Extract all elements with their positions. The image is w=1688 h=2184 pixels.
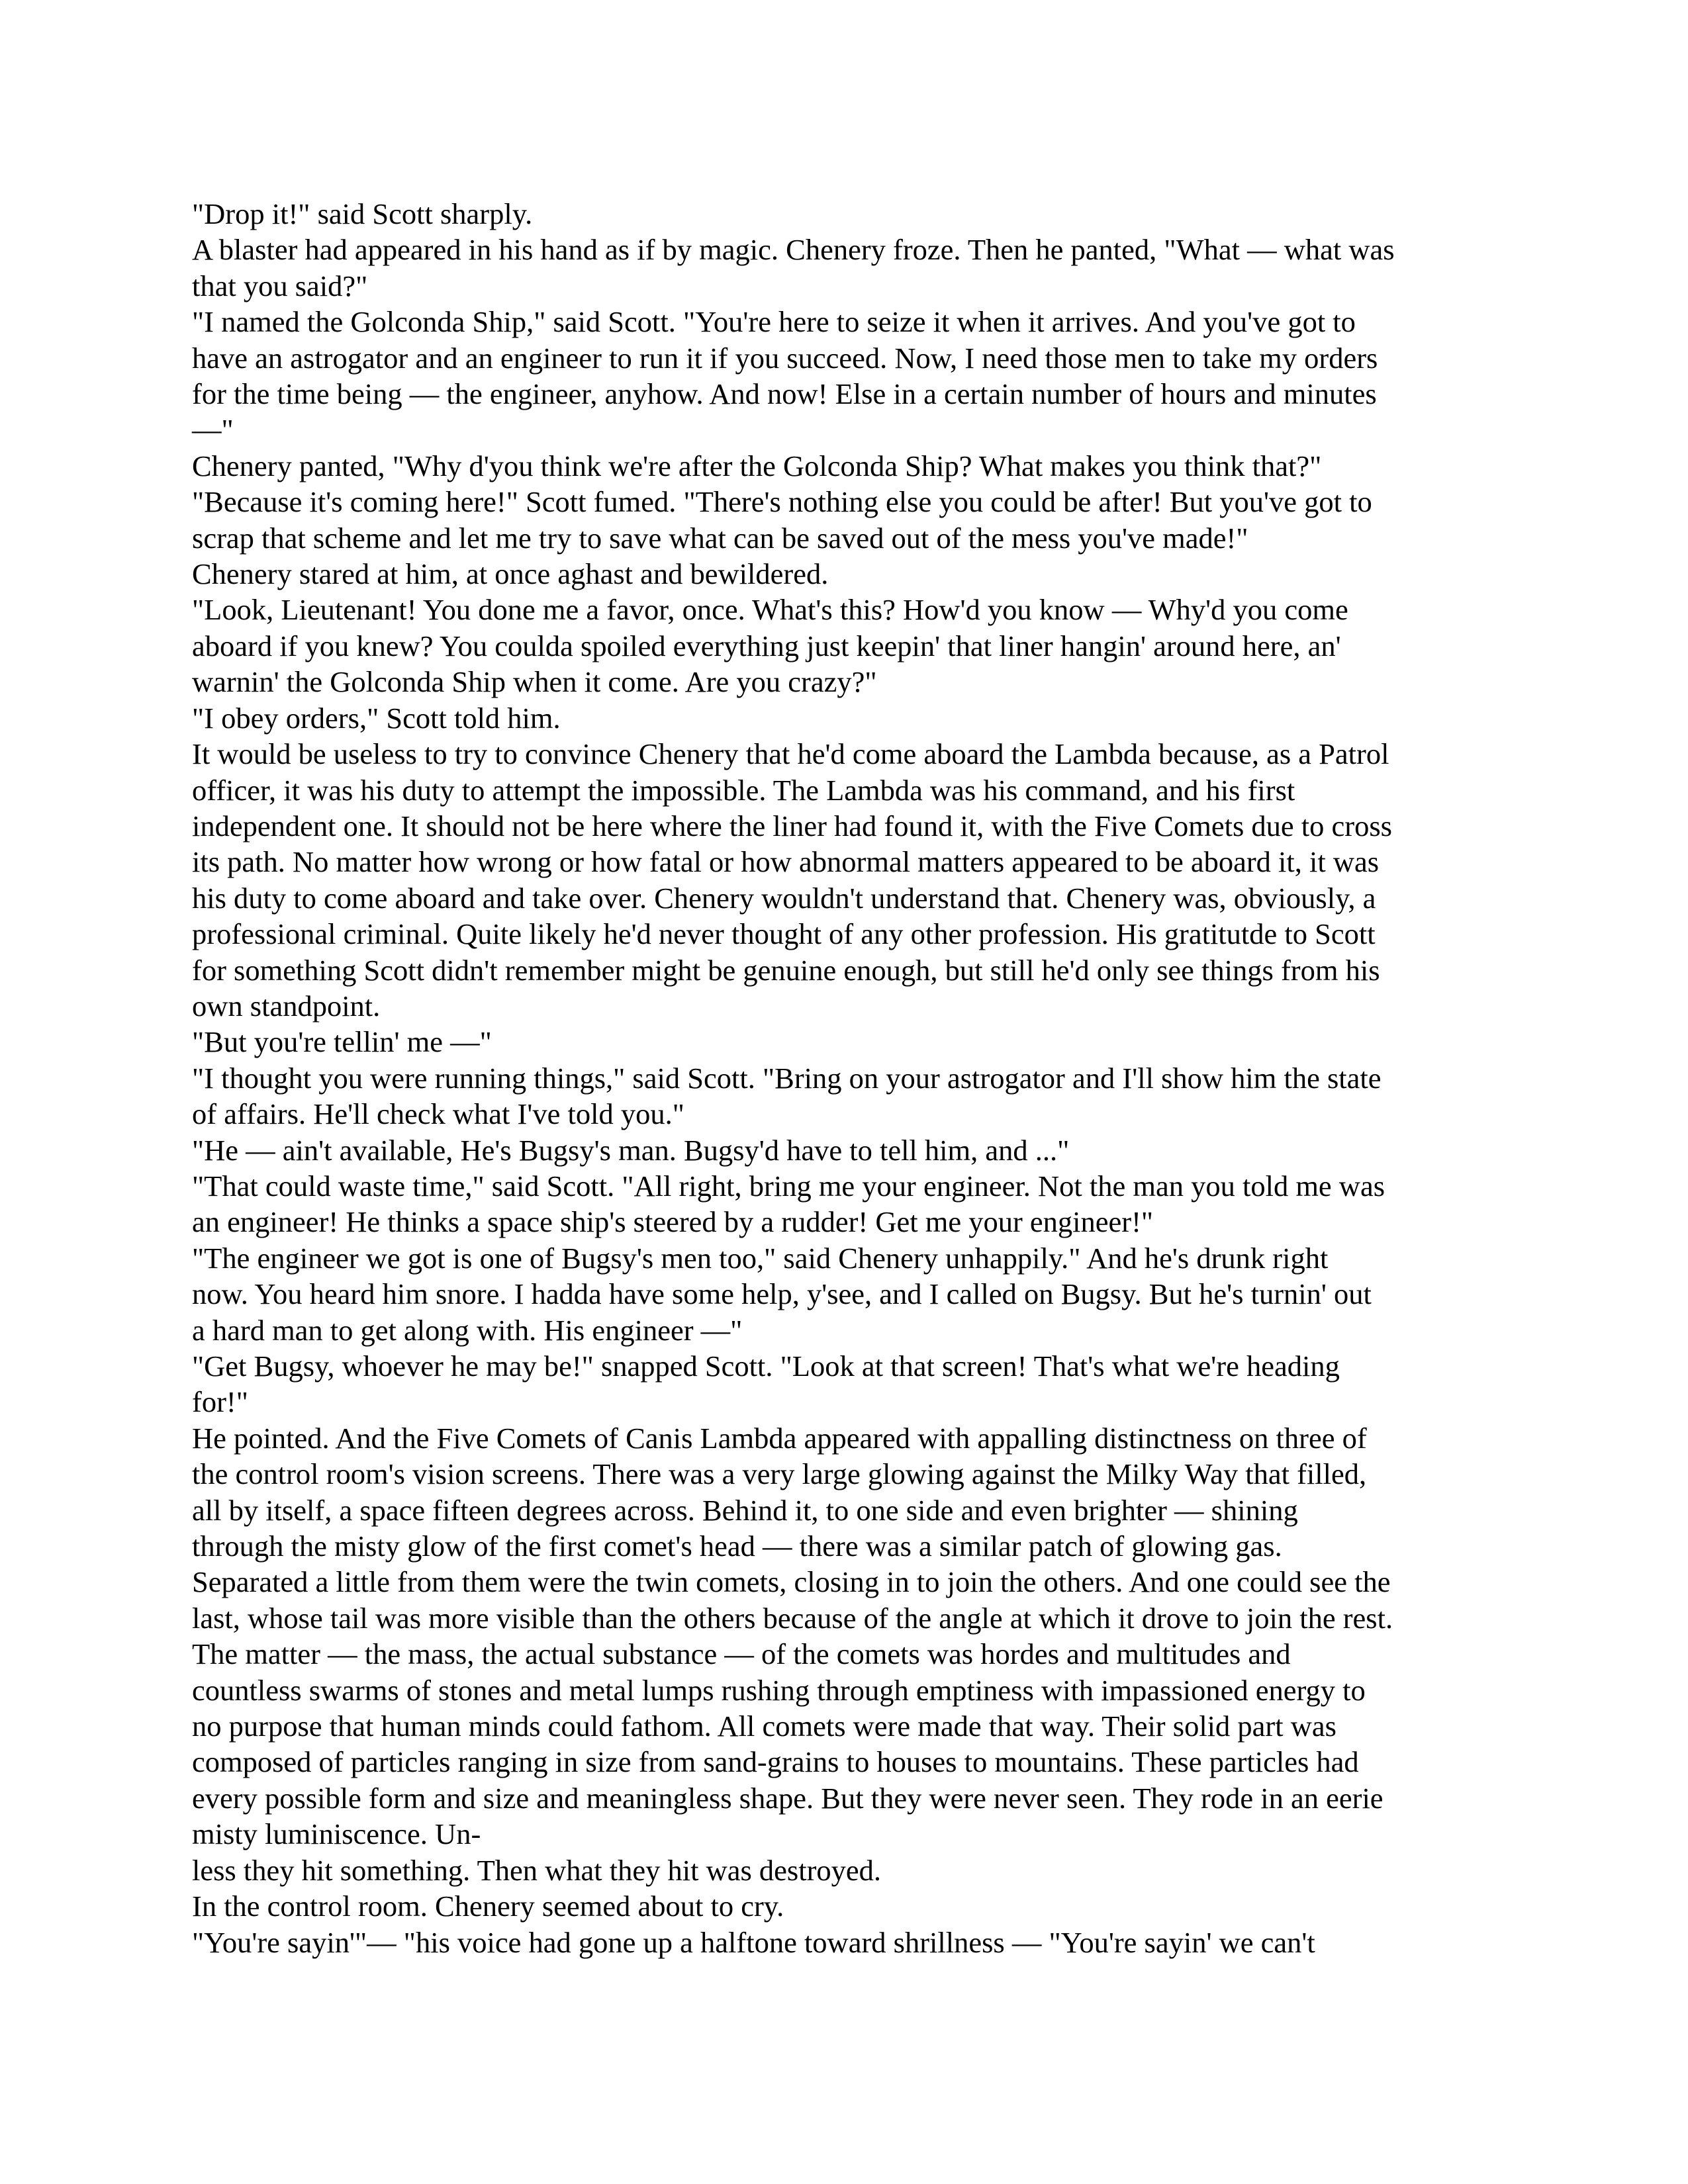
text-line: "I obey orders," Scott told him. — [192, 701, 561, 735]
paragraph — [192, 1420, 1503, 1852]
paragraph — [192, 232, 1503, 304]
paragraph — [192, 196, 1503, 232]
paragraph — [192, 1024, 1503, 1060]
text-line: no purpose that human minds could fathom. All comets were made that way. Their solid part was — [192, 1709, 1336, 1743]
text-line: have an astrogator and an engineer to run it if you succeed. Now, I need those men to take my orders — [192, 341, 1378, 375]
text-line: It would be useless to try to convince Chenery that he'd come aboard the Lambda because, as a Patrol — [192, 737, 1389, 771]
text-line: for the time being — the engineer, anyhow. And now! Else in a certain number of hours and minutes — [192, 377, 1377, 411]
paragraph — [192, 1852, 1503, 1888]
page-body — [192, 196, 1503, 1960]
paragraph — [192, 1348, 1503, 1420]
text-line: "Because it's coming here!" Scott fumed. "There's nothing else you could be after! But you've got to — [192, 485, 1372, 519]
paragraph — [192, 1925, 1503, 1960]
paragraph — [192, 448, 1503, 484]
paragraph — [192, 556, 1503, 592]
text-line: "But you're tellin' me —" — [192, 1025, 492, 1059]
text-line: all by itself, a space fifteen degrees across. Behind it, to one side and even brighter — shining — [192, 1493, 1298, 1527]
text-line: aboard if you knew? You coulda spoiled everything just keepin' that liner hangin' around here, an' — [192, 629, 1341, 662]
text-line: his duty to come aboard and take over. Chenery wouldn't understand that. Chenery was, obviously, a — [192, 881, 1376, 915]
text-line: misty luminiscence. Un- — [192, 1817, 481, 1851]
text-line: through the misty glow of the first comet's head — there was a similar patch of glowing gas. — [192, 1529, 1282, 1563]
text-line: "That could waste time," said Scott. "All right, bring me your engineer. Not the man you told me was — [192, 1169, 1385, 1203]
text-line: of affairs. He'll check what I've told you." — [192, 1097, 684, 1131]
text-line: independent one. It should not be here where the liner had found it, with the Five Comets due to cross — [192, 809, 1392, 842]
text-line: A blaster had appeared in his hand as if by magic. Chenery froze. Then he panted, "What — what was — [192, 233, 1395, 267]
text-line: less they hit something. Then what they hit was destroyed. — [192, 1853, 882, 1887]
text-line: last, whose tail was more visible than the others because of the angle at which it drove to join the rest. — [192, 1601, 1393, 1635]
text-line: Chenery stared at him, at once aghast and bewildered. — [192, 557, 829, 591]
text-line: for something Scott didn't remember might be genuine enough, but still he'd only see things from his — [192, 953, 1380, 987]
text-line: "I thought you were running things," said Scott. "Bring on your astrogator and I'll show him the state — [192, 1061, 1382, 1095]
text-line: the control room's vision screens. There was a very large glowing against the Milky Way that filled, — [192, 1457, 1367, 1491]
paragraph — [192, 736, 1503, 1024]
text-line: own standpoint. — [192, 989, 381, 1023]
paragraph — [192, 592, 1503, 700]
paragraph — [192, 484, 1503, 556]
text-line: every possible form and size and meaningless shape. But they were never seen. They rode in an eerie — [192, 1781, 1383, 1815]
text-line: In the control room. Chenery seemed about to cry. — [192, 1889, 784, 1923]
paragraph — [192, 1240, 1503, 1348]
text-line: professional criminal. Quite likely he'd never thought of any other profession. His gratitutde to Scott — [192, 917, 1376, 951]
text-line: countless swarms of stones and metal lumps rushing through emptiness with impassioned energy to — [192, 1673, 1366, 1707]
text-line: composed of particles ranging in size from sand-grains to houses to mountains. These particles had — [192, 1745, 1359, 1779]
text-line: "Look, Lieutenant! You done me a favor, once. What's this? How'd you know — Why'd you come — [192, 593, 1348, 627]
paragraph — [192, 700, 1503, 736]
text-line: a hard man to get along with. His engineer —" — [192, 1313, 743, 1347]
text-line: Chenery panted, "Why d'you think we're after the Golconda Ship? What makes you think that?" — [192, 449, 1322, 482]
text-line: "You're sayin'"— "his voice had gone up a halftone toward shrillness — "You're sayin' we can't — [192, 1925, 1315, 1959]
text-line: officer, it was his duty to attempt the impossible. The Lambda was his command, and his first — [192, 773, 1295, 807]
text-line: "The engineer we got is one of Bugsy's men too," said Chenery unhappily." And he's drunk right — [192, 1241, 1329, 1275]
text-line: —" — [192, 413, 234, 447]
text-line: "Get Bugsy, whoever he may be!" snapped Scott. "Look at that screen! That's what we're heading — [192, 1349, 1340, 1383]
text-line: its path. No matter how wrong or how fatal or how abnormal matters appeared to be aboard it, it was — [192, 845, 1380, 879]
text-line: Separated a little from them were the twin comets, closing in to join the others. And one could see the — [192, 1565, 1391, 1599]
text-line: that you said?" — [192, 269, 368, 302]
text-line: warnin' the Golconda Ship when it come. Are you crazy?" — [192, 665, 877, 699]
text-line: The matter — the mass, the actual substance — of the comets was hordes and multitudes and — [192, 1637, 1291, 1671]
paragraph — [192, 304, 1503, 448]
paragraph — [192, 1168, 1503, 1240]
text-line: now. You heard him snore. I hadda have some help, y'see, and I called on Bugsy. But he's turnin' out — [192, 1277, 1372, 1311]
paragraph — [192, 1060, 1503, 1132]
paragraph — [192, 1132, 1503, 1168]
text-line: He pointed. And the Five Comets of Canis Lambda appeared with appalling distinctness on three of — [192, 1421, 1367, 1455]
text-line: scrap that scheme and let me try to save what can be saved out of the mess you've made!" — [192, 521, 1248, 555]
text-line: "I named the Golconda Ship," said Scott. "You're here to seize it when it arrives. And you've got to — [192, 305, 1356, 339]
text-line: for!" — [192, 1385, 248, 1419]
paragraph — [192, 1888, 1503, 1924]
text-line: "Drop it!" said Scott sharply. — [192, 197, 533, 230]
text-line: "He — ain't available, He's Bugsy's man. Bugsy'd have to tell him, and ..." — [192, 1133, 1070, 1167]
text-line: an engineer! He thinks a space ship's steered by a rudder! Get me your engineer!" — [192, 1205, 1154, 1239]
